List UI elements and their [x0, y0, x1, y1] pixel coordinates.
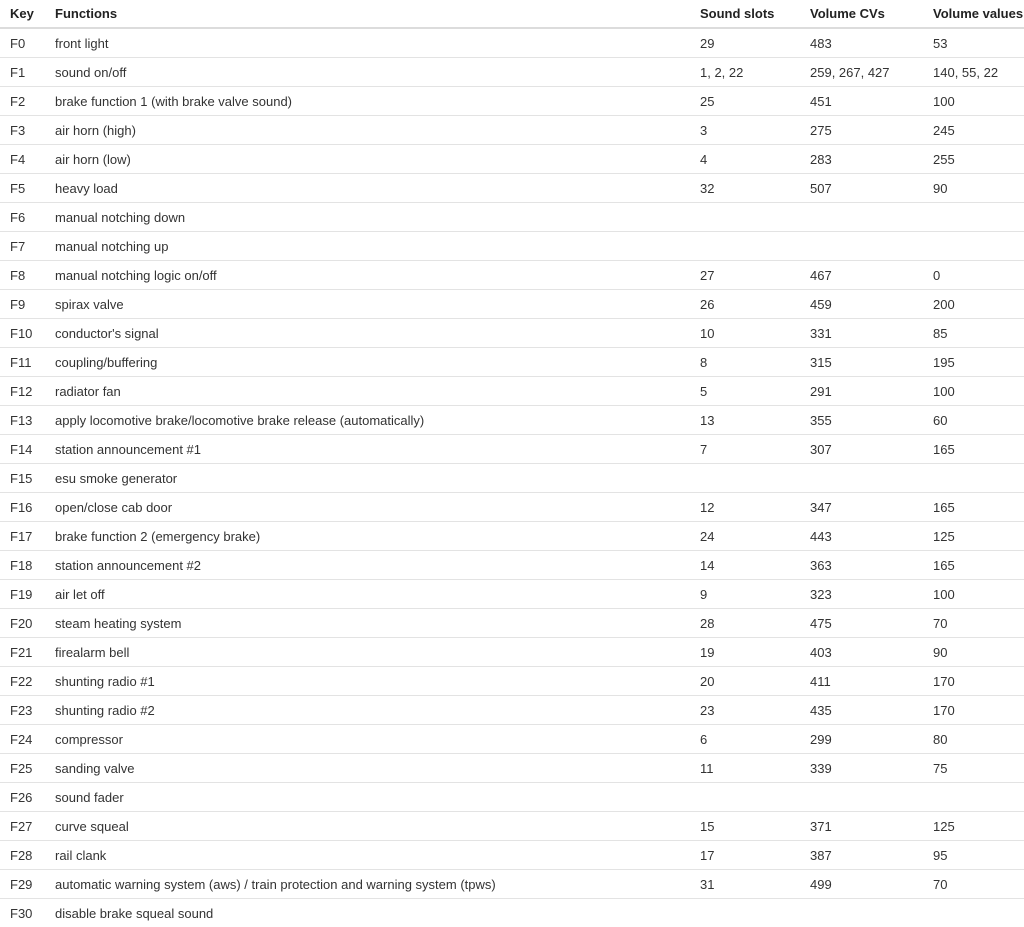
cell-sound-slots: 5	[690, 377, 800, 406]
cell-sound-slots: 6	[690, 725, 800, 754]
table-row	[0, 754, 1024, 783]
cell-key: F25	[0, 754, 45, 783]
cell-function: steam heating system	[45, 609, 690, 638]
cell-volume-values	[923, 464, 1024, 493]
cell-sound-slots: 23	[690, 696, 800, 725]
cell-key: F23	[0, 696, 45, 725]
cell-volume-cvs: 371	[800, 812, 923, 841]
cell-function: air horn (high)	[45, 116, 690, 145]
cell-sound-slots: 24	[690, 522, 800, 551]
cell-sound-slots	[690, 464, 800, 493]
cell-volume-cvs: 475	[800, 609, 923, 638]
cell-volume-cvs: 299	[800, 725, 923, 754]
cell-sound-slots: 3	[690, 116, 800, 145]
cell-volume-values: 70	[923, 870, 1024, 899]
cell-sound-slots: 20	[690, 667, 800, 696]
cell-volume-values: 90	[923, 638, 1024, 667]
cell-volume-cvs	[800, 899, 923, 927]
cell-volume-cvs: 459	[800, 290, 923, 319]
cell-sound-slots: 15	[690, 812, 800, 841]
cell-sound-slots: 7	[690, 435, 800, 464]
cell-key: F14	[0, 435, 45, 464]
cell-function: air let off	[45, 580, 690, 609]
cell-function: coupling/buffering	[45, 348, 690, 377]
cell-volume-cvs: 315	[800, 348, 923, 377]
cell-function: esu smoke generator	[45, 464, 690, 493]
table-row	[0, 725, 1024, 754]
cell-key: F21	[0, 638, 45, 667]
cell-key: F10	[0, 319, 45, 348]
cell-function: open/close cab door	[45, 493, 690, 522]
cell-key: F4	[0, 145, 45, 174]
cell-volume-cvs: 291	[800, 377, 923, 406]
cell-volume-values: 245	[923, 116, 1024, 145]
cell-volume-values: 100	[923, 580, 1024, 609]
table-row	[0, 899, 1024, 927]
table-row	[0, 638, 1024, 667]
cell-volume-values: 80	[923, 725, 1024, 754]
cell-sound-slots: 8	[690, 348, 800, 377]
cell-sound-slots: 17	[690, 841, 800, 870]
cell-function: automatic warning system (aws) / train protection and warning system (tpws)	[45, 870, 690, 899]
cell-volume-cvs	[800, 203, 923, 232]
cell-function: heavy load	[45, 174, 690, 203]
table-row	[0, 667, 1024, 696]
table-row	[0, 145, 1024, 174]
cell-key: F12	[0, 377, 45, 406]
cell-key: F0	[0, 28, 45, 58]
cell-volume-values: 165	[923, 435, 1024, 464]
table-row	[0, 783, 1024, 812]
cell-volume-cvs: 347	[800, 493, 923, 522]
table-row	[0, 116, 1024, 145]
cell-volume-values	[923, 783, 1024, 812]
cell-volume-values: 95	[923, 841, 1024, 870]
cell-volume-cvs: 283	[800, 145, 923, 174]
cell-volume-values: 195	[923, 348, 1024, 377]
cell-volume-cvs: 483	[800, 28, 923, 58]
cell-volume-values: 140, 55, 22	[923, 58, 1024, 87]
table-row	[0, 464, 1024, 493]
cell-function: compressor	[45, 725, 690, 754]
cell-sound-slots	[690, 203, 800, 232]
cell-function: sound fader	[45, 783, 690, 812]
table-row	[0, 609, 1024, 638]
cell-key: F29	[0, 870, 45, 899]
cell-volume-values: 125	[923, 812, 1024, 841]
table-row	[0, 841, 1024, 870]
cell-function: apply locomotive brake/locomotive brake release (automatically)	[45, 406, 690, 435]
cell-key: F22	[0, 667, 45, 696]
cell-sound-slots: 29	[690, 28, 800, 58]
cell-volume-cvs: 387	[800, 841, 923, 870]
table-row	[0, 522, 1024, 551]
cell-volume-cvs: 331	[800, 319, 923, 348]
cell-volume-cvs: 403	[800, 638, 923, 667]
cell-key: F11	[0, 348, 45, 377]
cell-volume-values: 170	[923, 696, 1024, 725]
header-row	[0, 0, 1024, 28]
cell-key: F26	[0, 783, 45, 812]
cell-volume-values	[923, 232, 1024, 261]
cell-function: sanding valve	[45, 754, 690, 783]
cell-function: manual notching up	[45, 232, 690, 261]
cell-volume-cvs: 355	[800, 406, 923, 435]
cell-function: air horn (low)	[45, 145, 690, 174]
table-row	[0, 580, 1024, 609]
table-row	[0, 28, 1024, 58]
table-header	[0, 0, 1024, 28]
cell-volume-values: 170	[923, 667, 1024, 696]
cell-volume-cvs: 467	[800, 261, 923, 290]
cell-sound-slots: 26	[690, 290, 800, 319]
cell-key: F28	[0, 841, 45, 870]
cell-sound-slots: 1, 2, 22	[690, 58, 800, 87]
cell-volume-values: 165	[923, 551, 1024, 580]
cell-sound-slots: 10	[690, 319, 800, 348]
header-functions: Functions	[45, 0, 690, 28]
cell-function: manual notching logic on/off	[45, 261, 690, 290]
cell-volume-cvs: 443	[800, 522, 923, 551]
cell-volume-cvs: 323	[800, 580, 923, 609]
cell-volume-values: 200	[923, 290, 1024, 319]
header-volume-values: Volume values	[923, 0, 1024, 28]
cell-volume-cvs	[800, 232, 923, 261]
cell-volume-cvs	[800, 464, 923, 493]
table-row	[0, 261, 1024, 290]
cell-function: rail clank	[45, 841, 690, 870]
table-row	[0, 319, 1024, 348]
header-key: Key	[0, 0, 45, 28]
cell-volume-cvs: 307	[800, 435, 923, 464]
cell-volume-values: 53	[923, 28, 1024, 58]
cell-key: F13	[0, 406, 45, 435]
cell-volume-cvs: 275	[800, 116, 923, 145]
cell-volume-cvs: 435	[800, 696, 923, 725]
cell-function: spirax valve	[45, 290, 690, 319]
table-row	[0, 812, 1024, 841]
cell-function: radiator fan	[45, 377, 690, 406]
cell-function: manual notching down	[45, 203, 690, 232]
cell-sound-slots	[690, 899, 800, 927]
cell-key: F7	[0, 232, 45, 261]
cell-key: F17	[0, 522, 45, 551]
cell-sound-slots: 12	[690, 493, 800, 522]
cell-volume-values	[923, 899, 1024, 927]
cell-sound-slots: 14	[690, 551, 800, 580]
cell-function: shunting radio #2	[45, 696, 690, 725]
cell-volume-cvs: 259, 267, 427	[800, 58, 923, 87]
cell-sound-slots: 4	[690, 145, 800, 174]
table-row	[0, 87, 1024, 116]
cell-volume-cvs: 499	[800, 870, 923, 899]
cell-key: F6	[0, 203, 45, 232]
cell-volume-values: 100	[923, 377, 1024, 406]
table-row	[0, 493, 1024, 522]
cell-function: brake function 2 (emergency brake)	[45, 522, 690, 551]
cell-function: shunting radio #1	[45, 667, 690, 696]
cell-key: F3	[0, 116, 45, 145]
cell-key: F9	[0, 290, 45, 319]
table-row	[0, 406, 1024, 435]
cell-function: disable brake squeal sound	[45, 899, 690, 927]
cell-function: curve squeal	[45, 812, 690, 841]
cell-function: conductor's signal	[45, 319, 690, 348]
cell-sound-slots: 25	[690, 87, 800, 116]
cell-volume-values: 75	[923, 754, 1024, 783]
cell-key: F8	[0, 261, 45, 290]
cell-sound-slots: 28	[690, 609, 800, 638]
cell-volume-values	[923, 203, 1024, 232]
cell-key: F2	[0, 87, 45, 116]
table-row	[0, 870, 1024, 899]
table-row	[0, 174, 1024, 203]
cell-sound-slots: 9	[690, 580, 800, 609]
cell-volume-values: 70	[923, 609, 1024, 638]
cell-key: F24	[0, 725, 45, 754]
cell-volume-cvs: 339	[800, 754, 923, 783]
table-row	[0, 696, 1024, 725]
cell-sound-slots	[690, 232, 800, 261]
cell-key: F27	[0, 812, 45, 841]
table-row	[0, 377, 1024, 406]
header-sound-slots: Sound slots	[690, 0, 800, 28]
table-body	[0, 28, 1024, 927]
cell-function: station announcement #2	[45, 551, 690, 580]
cell-function: station announcement #1	[45, 435, 690, 464]
cell-volume-values: 100	[923, 87, 1024, 116]
cell-sound-slots: 13	[690, 406, 800, 435]
cell-function: firealarm bell	[45, 638, 690, 667]
cell-function: brake function 1 (with brake valve sound)	[45, 87, 690, 116]
cell-key: F19	[0, 580, 45, 609]
cell-volume-values: 90	[923, 174, 1024, 203]
cell-key: F1	[0, 58, 45, 87]
cell-volume-cvs: 411	[800, 667, 923, 696]
table-row	[0, 435, 1024, 464]
cell-sound-slots: 31	[690, 870, 800, 899]
cell-volume-values: 255	[923, 145, 1024, 174]
cell-volume-cvs: 507	[800, 174, 923, 203]
cell-key: F15	[0, 464, 45, 493]
table-row	[0, 290, 1024, 319]
cell-volume-values: 125	[923, 522, 1024, 551]
cell-volume-values: 165	[923, 493, 1024, 522]
cell-volume-values: 85	[923, 319, 1024, 348]
header-volume-cvs: Volume CVs	[800, 0, 923, 28]
cell-sound-slots: 27	[690, 261, 800, 290]
table-row	[0, 58, 1024, 87]
cell-sound-slots: 19	[690, 638, 800, 667]
cell-volume-values: 60	[923, 406, 1024, 435]
table-row	[0, 203, 1024, 232]
cell-key: F18	[0, 551, 45, 580]
cell-key: F20	[0, 609, 45, 638]
cell-function: sound on/off	[45, 58, 690, 87]
cell-volume-values: 0	[923, 261, 1024, 290]
cell-key: F5	[0, 174, 45, 203]
cell-sound-slots	[690, 783, 800, 812]
cell-volume-cvs	[800, 783, 923, 812]
table-row	[0, 232, 1024, 261]
cell-function: front light	[45, 28, 690, 58]
table-row	[0, 348, 1024, 377]
table-row	[0, 551, 1024, 580]
cell-volume-cvs: 363	[800, 551, 923, 580]
cell-key: F16	[0, 493, 45, 522]
cell-key: F30	[0, 899, 45, 927]
cell-volume-cvs: 451	[800, 87, 923, 116]
cell-sound-slots: 11	[690, 754, 800, 783]
cell-sound-slots: 32	[690, 174, 800, 203]
